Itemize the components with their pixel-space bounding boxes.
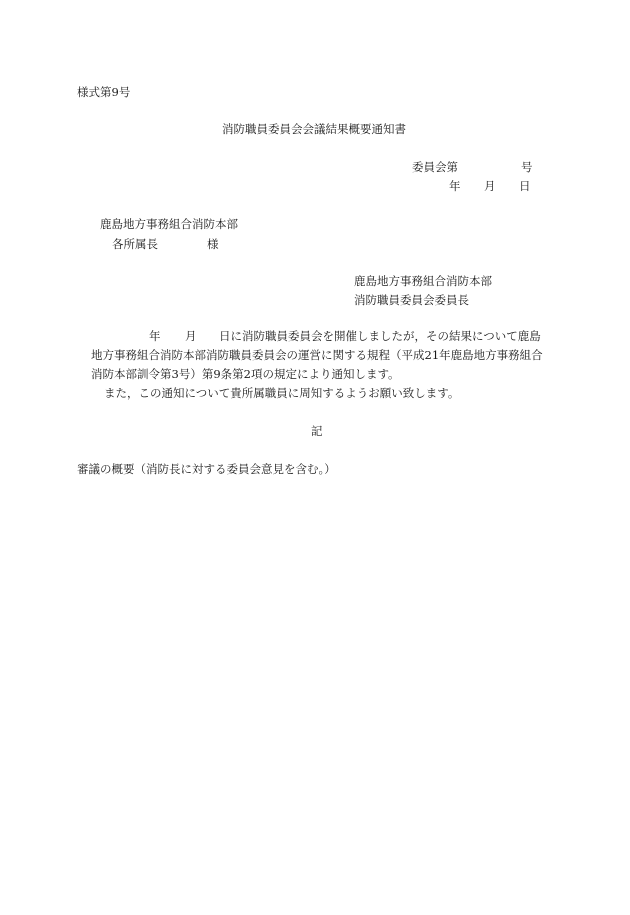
reference-label: 委員会第 xyxy=(412,160,458,174)
sender-title: 消防職員委員会委員長 xyxy=(354,293,469,307)
date-day: 日 xyxy=(519,179,531,193)
body-month: 月 xyxy=(185,329,197,343)
recipient-title: 各所属長 xyxy=(112,237,158,251)
recipient-organization: 鹿島地方事務組合消防本部 xyxy=(100,217,238,231)
body-line-1: 日に消防職員委員会を開催しましたが，その結果について鹿島 xyxy=(219,329,541,343)
ki-heading: 記 xyxy=(311,424,323,438)
date-month: 月 xyxy=(484,179,496,193)
body-year: 年 xyxy=(149,329,161,343)
document-title: 消防職員委員会会議結果概要通知書 xyxy=(222,122,406,136)
recipient-honorific: 様 xyxy=(207,237,219,251)
summary-heading: 審議の概要（消防長に対する委員会意見を含む。） xyxy=(77,462,336,476)
sender-organization: 鹿島地方事務組合消防本部 xyxy=(354,274,492,288)
form-number: 様式第9号 xyxy=(77,85,131,99)
body-line-3: 消防本部訓令第3号）第9条第2項の規定により通知します。 xyxy=(91,367,400,381)
date-year: 年 xyxy=(449,179,461,193)
reference-suffix: 号 xyxy=(521,160,533,174)
body-line-4: また，この通知について貴所属職員に周知するようお願い致します。 xyxy=(104,386,460,400)
body-line-2: 地方事務組合消防本部消防職員委員会の運営に関する規程（平成21年鹿島地方事務組合 xyxy=(91,348,543,362)
